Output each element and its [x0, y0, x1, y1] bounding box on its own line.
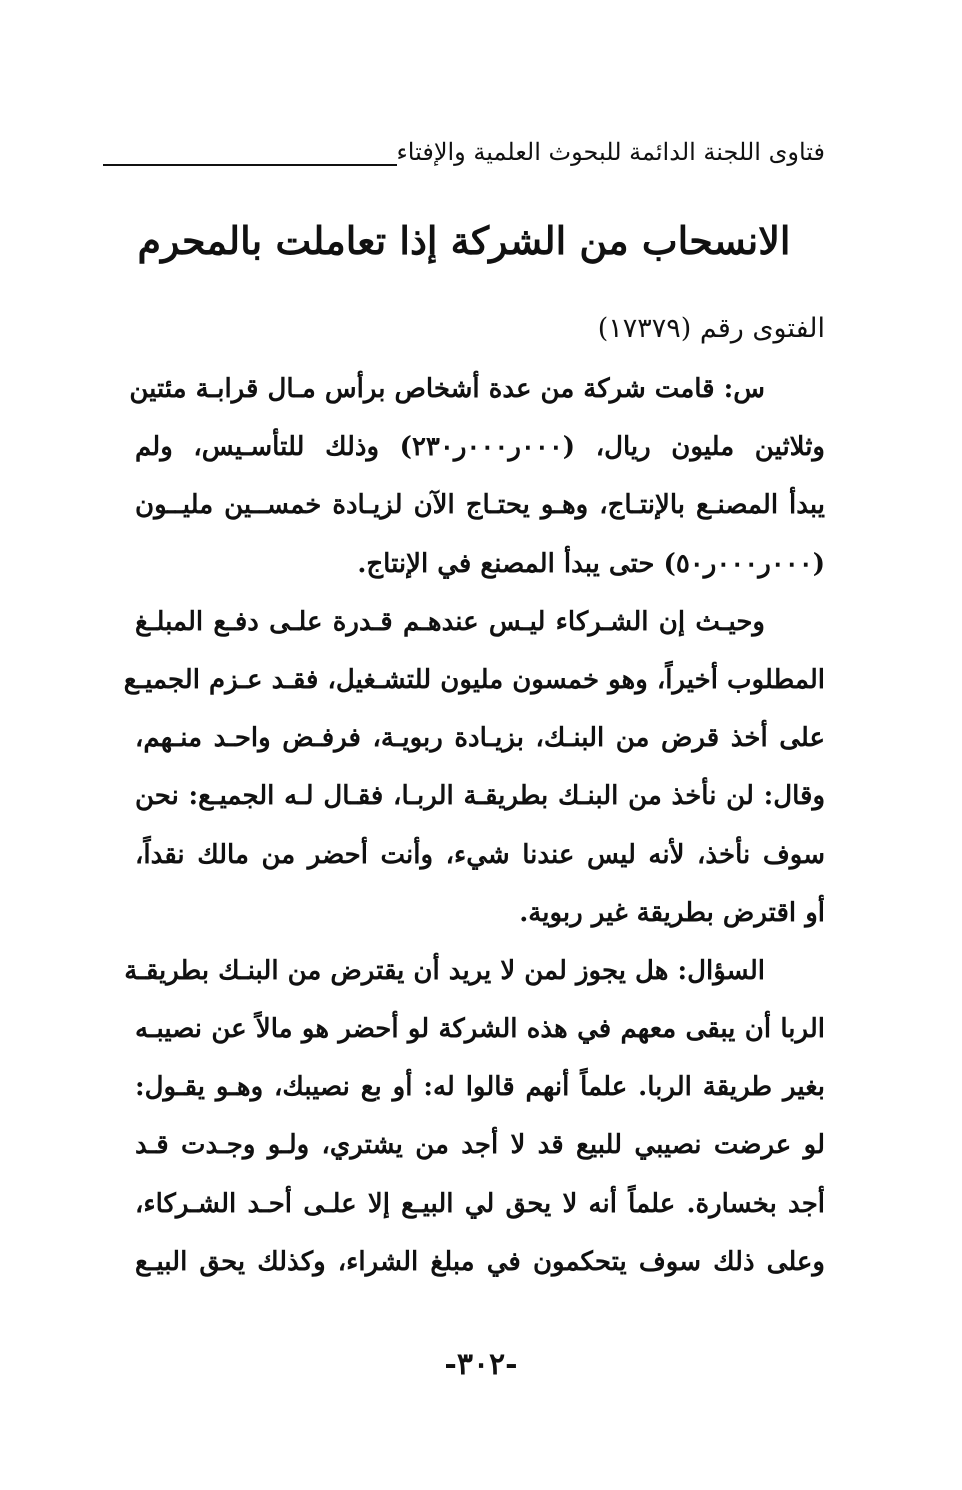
text-line: على أخذ قرض من البنـك، بزيـادة ربويـة، فرفـض واحـد منـهم، — [135, 723, 825, 754]
text-line: وثلاثين مليون ريال، (٠٠٠ر٠٠٠ر٢٣٠) وذلك للتأسـيس، ولم — [135, 432, 825, 463]
running-header-title: فتاوى اللجنة الدائمة للبحوث العلمية والإفتاء — [396, 138, 825, 166]
text-line: المطلوب أخيراً، وهو خمسون مليون للتشـغيل، فقـد عـزم الجميـع — [123, 664, 825, 695]
text-line: أجد بخسارة. علماً أنه لا يحق لي البيـع إلا علـى أحـد الشـركاء، — [135, 1188, 825, 1219]
paragraph-main-question — [124, 942, 825, 1291]
fatwa-number: الفتوى رقم (١٧٣٧٩) — [597, 313, 825, 344]
page-number: -٣٠٢- — [444, 1347, 518, 1382]
text-line: وقال: لن نأخذ من البنـك بطريقـة الربـا، فقـال لـه الجميـع: نحن — [135, 781, 825, 812]
text-line: سوف نأخذ، لأنه ليس عندنا شيء، وأنت أحضر من مالك نقداً، — [135, 839, 825, 870]
paragraph-context — [123, 593, 825, 942]
text-line: السؤال: هل يجوز لمن لا يريد أن يقترض من البنـك بطريقـة — [124, 955, 765, 986]
text-line: وحيـث إن الشـركاء ليـس عندهـم قـدرة علـى دفـع المبلـغ — [135, 606, 765, 637]
text-line: وعلى ذلك سوف يتحكمون في مبلغ الشراء، وكذلك يحق البيـع — [135, 1246, 825, 1277]
text-line: لو عرضت نصيبي للبيع قد لا أجد من يشتري، ولـو وجـدت قـد — [135, 1130, 825, 1161]
text-line: (٠٠٠ر٠٠٠ر٥٠) حتى يبدأ المصنع في الإنتاج. — [357, 548, 825, 579]
text-line: أو اقترض بطريقة غير ربوية. — [519, 897, 825, 928]
paragraph-question — [129, 360, 825, 593]
running-header — [103, 130, 825, 174]
text-line: الربا أن يبقى معهم في هذه الشركة لو أحضر هو مالاً عن نصيبـه — [135, 1014, 825, 1045]
page-title: الانسحاب من الشركة إذا تعاملت بالمحرم — [137, 218, 791, 263]
text-line: يبدأ المصنـع بالإنتـاج، وهـو يحتـاج الآن لزيـادة خمســين مليــون — [135, 490, 825, 521]
header-rule — [103, 164, 397, 166]
body-text — [123, 360, 825, 1291]
text-line: س: قامت شركة من عدة أشخاص برأس مـال قرابـة مئتين — [129, 374, 765, 404]
text-line: بغير طريقة الربا. علماً أنهم قالوا له: أو بع نصيبك، وهـو يقـول: — [135, 1072, 825, 1103]
